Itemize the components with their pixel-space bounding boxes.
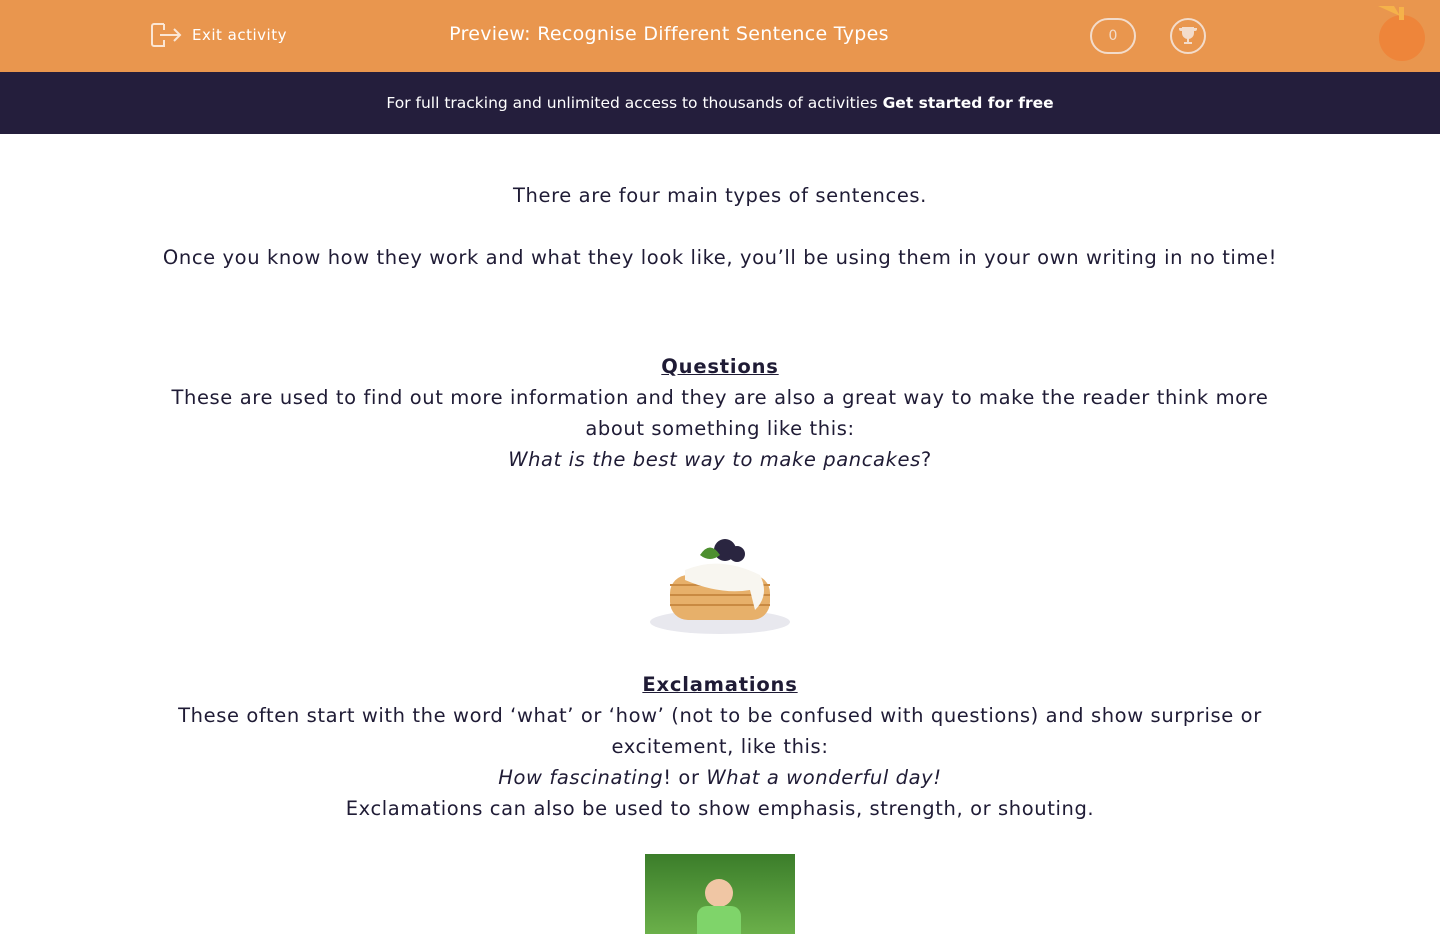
score-badge: 0 <box>1090 18 1136 54</box>
banner-text: For full tracking and unlimited access to thousands of activities <box>386 94 883 112</box>
page-title: Preview: Recognise Different Sentence Types <box>449 23 889 45</box>
intro-1: There are four main types of sentences. <box>513 184 927 207</box>
pancake-image <box>645 530 795 640</box>
logo-icon <box>1378 6 1434 62</box>
intro-2: Once you know how they work and what they look like, you’ll be using them in your own writing in no time! <box>162 246 1278 269</box>
exclamations-body: These often start with the word ‘what’ or ‘how’ (not to be confused with questions) and show surprise or excitement, like this: <box>178 704 1262 758</box>
exit-label: Exit activity <box>192 26 287 44</box>
questions-example: What is the best way to make pancakes? <box>508 448 932 471</box>
exclamations-heading: Exclamations <box>642 673 798 696</box>
top-bar <box>0 0 1440 72</box>
get-started-link[interactable]: Get started for free <box>882 94 1054 112</box>
exclamations-body-2: Exclamations can also be used to show emphasis, strength, or shouting. <box>345 797 1095 820</box>
exclamations-example: How fascinating! or What a wonderful day! <box>498 766 942 789</box>
signup-banner <box>0 72 1440 134</box>
questions-heading: Questions <box>661 355 779 378</box>
trophy-icon <box>1177 25 1199 47</box>
trophy-button[interactable] <box>1170 18 1206 54</box>
questions-body: These are used to find out more information and they are also a great way to make the reader think more about something like this: <box>171 386 1269 440</box>
activity-content <box>0 180 1440 934</box>
shouting-boy-image <box>645 854 795 934</box>
